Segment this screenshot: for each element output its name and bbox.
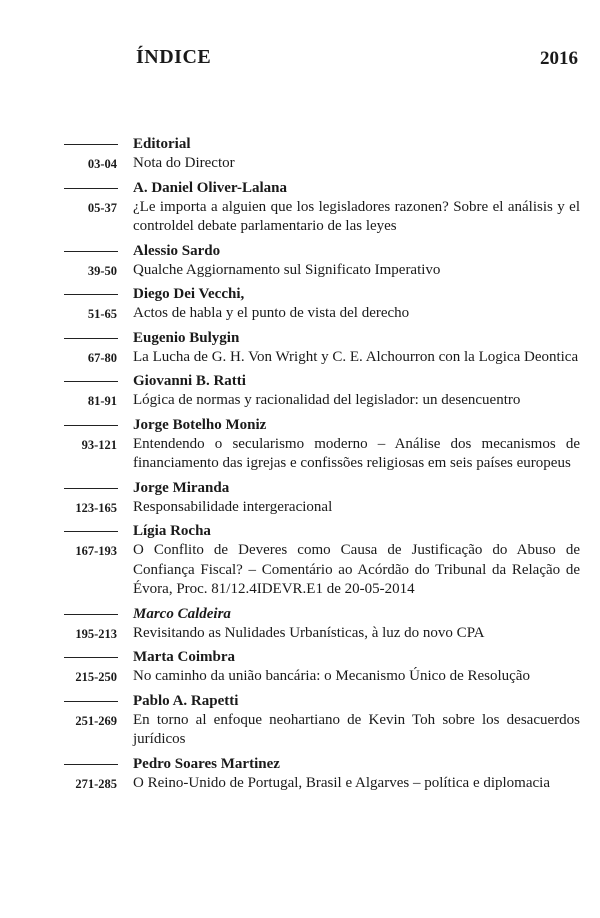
entry-rule — [64, 381, 118, 382]
toc-entry — [0, 135, 600, 174]
entry-rule — [64, 488, 118, 489]
entry-pages: 81-91 — [87, 394, 117, 408]
entry-pages: 251-269 — [75, 713, 117, 728]
entry-title: Entendendo o secularismo moderno – Análise dos mecanismos de financiamento das igrejas e confissões religiosas em seis países europeus — [133, 435, 580, 471]
entry-author: Marta Coimbra — [133, 649, 236, 665]
entry-author: Giovanni B. Ratti — [133, 373, 246, 389]
entry-pages: 93-121 — [81, 437, 117, 452]
toc-entry — [0, 479, 600, 518]
toc-entry — [0, 179, 600, 237]
toc-entry — [0, 242, 600, 281]
entry-author: Jorge Miranda — [133, 479, 230, 496]
entry-rule — [64, 614, 118, 615]
entry-pages: 195-213 — [75, 626, 117, 641]
page-year: 2016 — [540, 48, 578, 69]
entry-title: Nota do Director — [133, 155, 235, 171]
toc-entry — [0, 755, 600, 794]
page-title: ÍNDICE — [136, 46, 212, 68]
entry-rule — [64, 188, 118, 189]
entry-author: Pedro Soares Martinez — [133, 755, 280, 772]
entry-pages: 51-65 — [87, 307, 117, 321]
entry-pages: 123-165 — [75, 500, 117, 515]
entry-title: O Conflito de Deveres como Causa de Justificação do Abuso de Confiança Fiscal? – Comentário ao Acórdão do Tribunal da Relação de Évora, Proc. 81/12.4IDEVR.E1 de 20-05-2014 — [133, 542, 580, 597]
entry-author: Eugenio Bulygin — [133, 329, 240, 346]
entry-title: Actos de habla y el punto de vista del derecho — [133, 305, 410, 321]
entry-rule — [64, 701, 118, 702]
entry-rule — [64, 294, 118, 295]
entry-author: Pablo A. Rapetti — [133, 692, 239, 709]
entry-title: Revisitando as Nulidades Urbanísticas, à luz do novo CPA — [133, 624, 485, 641]
entry-rule — [64, 531, 118, 532]
toc-entry — [0, 372, 600, 411]
entry-rule — [64, 144, 118, 145]
entry-title: La Lucha de G. H. Von Wright y C. E. Alchourron con la Logica Deontica — [133, 348, 579, 365]
entry-author: Marco Caldeira — [133, 605, 231, 622]
entry-title: ¿Le importa a alguien que los legisladores razonen? Sobre el análisis y el controldel debate parlamentario de las leyes — [133, 198, 580, 234]
entry-pages: 03-04 — [87, 157, 117, 171]
entry-rule — [64, 338, 118, 339]
entry-title: En torno al enfoque neohartiano de Kevin Toh sobre los desacuerdos jurídicos — [133, 711, 580, 747]
entry-rule — [64, 251, 118, 252]
entry-title: No caminho da união bancária: o Mecanismo Único de Resolução — [133, 668, 530, 684]
toc-entry — [0, 605, 600, 644]
toc-entry — [0, 648, 600, 687]
entry-rule — [64, 425, 118, 426]
entry-author: Jorge Botelho Moniz — [133, 416, 267, 433]
toc-entry — [0, 522, 600, 600]
entry-author: Lígia Rocha — [133, 523, 211, 539]
entry-pages: 05-37 — [87, 200, 117, 215]
entry-author: A. Daniel Oliver-Lalana — [133, 179, 288, 196]
toc-entry — [0, 692, 600, 750]
toc-entry — [0, 285, 600, 324]
entry-title: Lógica de normas y racionalidad del legislador: un desencuentro — [133, 392, 521, 408]
entry-author: Alessio Sardo — [133, 242, 221, 259]
entry-title: Qualche Aggiornamento sul Significato Imperativo — [133, 261, 441, 278]
entry-rule — [64, 764, 118, 765]
toc-entry — [0, 329, 600, 368]
entry-title: O Reino-Unido de Portugal, Brasil e Algarves – política e diplomacia — [133, 774, 550, 791]
entry-rule — [64, 657, 118, 658]
entry-pages: 39-50 — [87, 263, 117, 278]
entry-pages: 67-80 — [87, 350, 117, 365]
entry-title: Responsabilidade intergeracional — [133, 498, 333, 515]
entry-pages: 215-250 — [75, 670, 117, 684]
entry-author: Editorial — [133, 136, 191, 152]
entry-pages: 167-193 — [75, 544, 117, 558]
entry-pages: 271-285 — [75, 776, 117, 791]
entry-author: Diego Dei Vecchi, — [133, 286, 245, 302]
toc-entry — [0, 416, 600, 474]
table-of-contents — [0, 135, 600, 798]
